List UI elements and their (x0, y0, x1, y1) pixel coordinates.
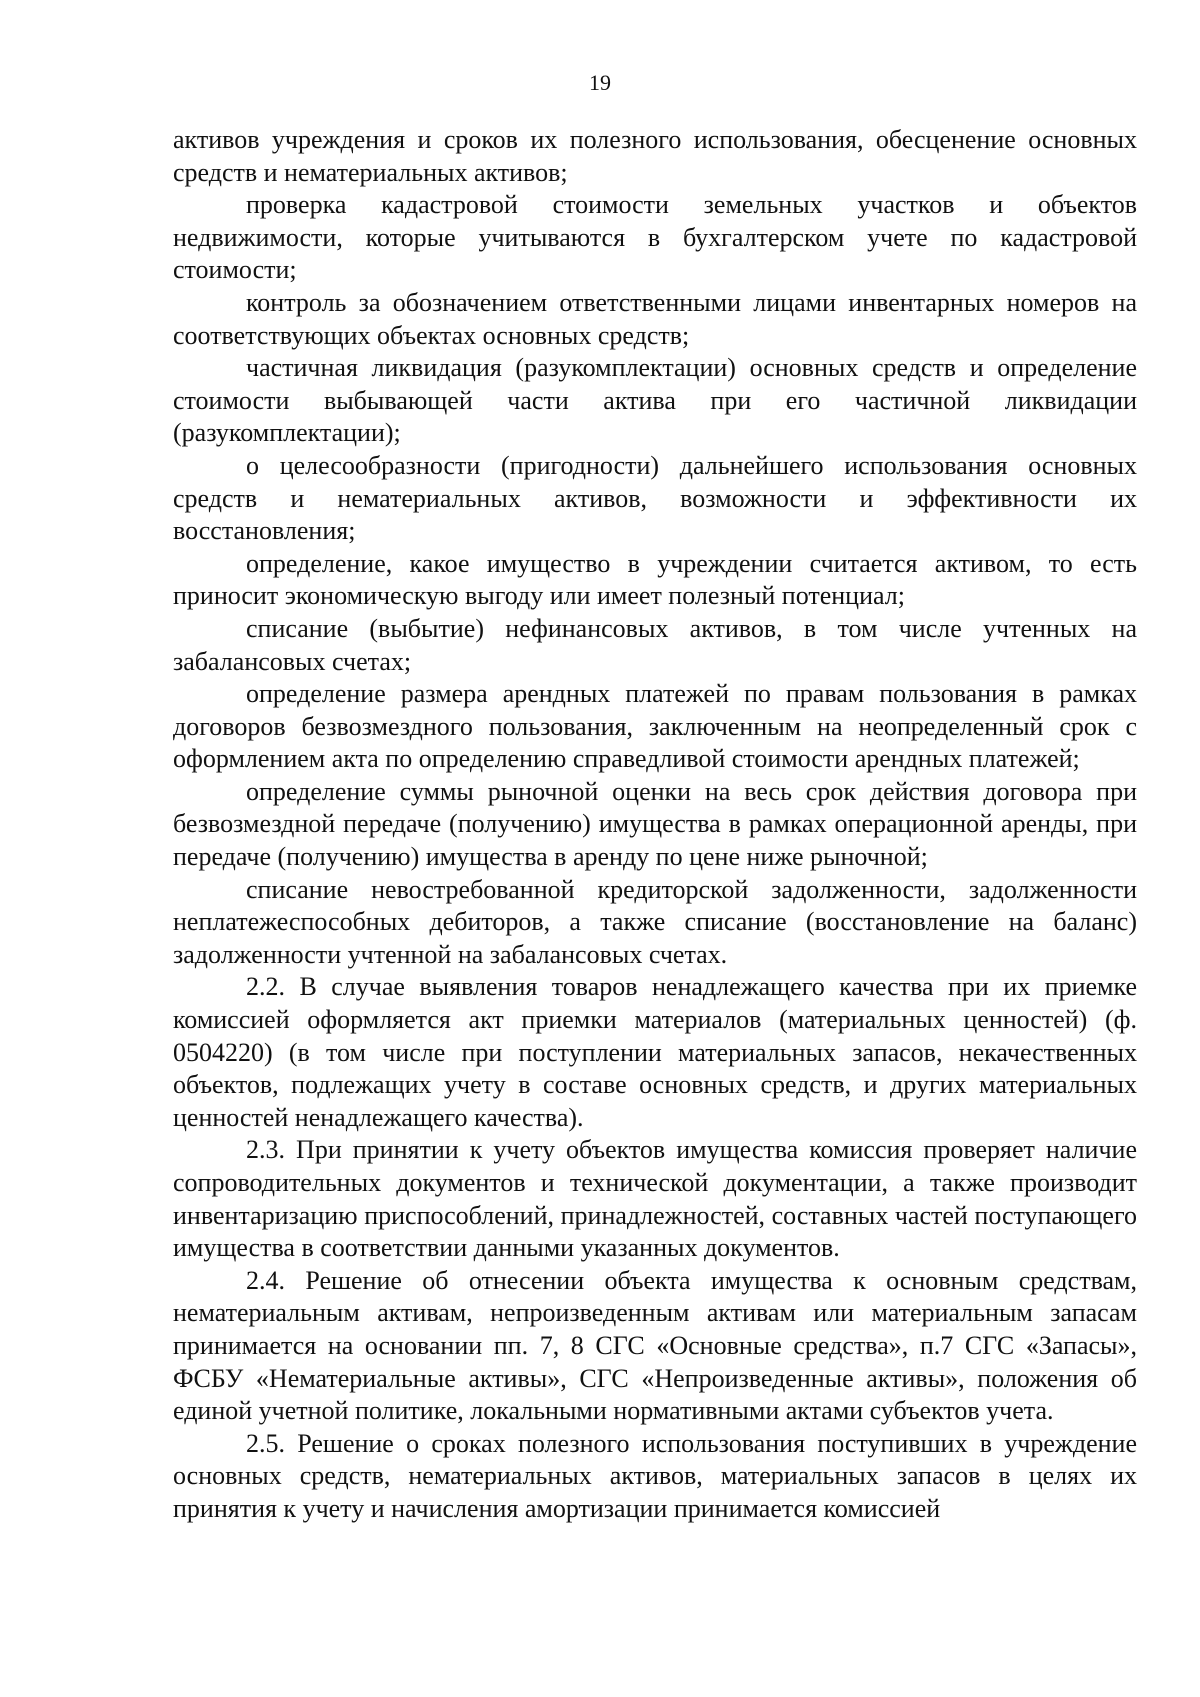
paragraph-market-valuation: определение суммы рыночной оценки на весь срок действия договора при безвозмездной передаче (получению) имущества в рамках операционной аренды, при передаче (получению) имущества в аренду по цене ниже рыночной; (173, 776, 1137, 872)
paragraph-partial-liquidation: частичная ликвидация (разукомплектации) основных средств и определение стоимости выбывающей части актива при его частичной ликвидации (разукомплектации); (173, 353, 1137, 448)
paragraph-lease-payments: определение размера арендных платежей по правам пользования в рамках договоров безвозмездного пользования, заключенным на неопределенный срок с оформлением акта по определению справедливой стоимости арендных платежей; (173, 679, 1137, 774)
paragraph-write-off-assets: списание (выбытие) нефинансовых активов, в том числе учтенных на забалансовых счетах; (173, 613, 1137, 676)
paragraph-continuation: активов учреждения и сроков их полезного использования, обесценение основных средств и нематериальных активов; (173, 125, 1137, 187)
page-number: 19 (589, 70, 611, 95)
paragraph-write-off-debts: списание невостребованной кредиторской задолженности, задолженности неплатежеспособных дебиторов, а также списание (восстановление на баланс) задолженности учтенной на забалансовых счетах. (173, 874, 1137, 969)
paragraph-cadastral-check: проверка кадастровой стоимости земельных участков и объектов недвижимости, которые учитываются в бухгалтерском учете по кадастровой стоимости; (173, 190, 1137, 285)
paragraph-expediency: о целесообразности (пригодности) дальнейшего использования основных средств и нематериальных активов, возможности и эффективности их восстановления; (173, 450, 1137, 546)
paragraph-2-4: 2.4. Решение об отнесении объекта имущества к основным средствам, нематериальным активам, непроизведенным активам или материальным запасам принимается на основании пп. 7, 8 СГС «Основные средства», п.7 СГС «Запасы», ФСБУ «Нематериальные активы», СГС «Непроизведенные активы», положения об единой учетной политике, локальными нормативными актами субъектов учета. (173, 1265, 1137, 1426)
paragraph-2-5: 2.5. Решение о сроках полезного использования поступивших в учреждение основных средств, нематериальных активов, материальных запасов в целях их принятия к учету и начисления амортизации принимается комиссией (173, 1428, 1137, 1523)
paragraph-inventory-numbers: контроль за обозначением ответственными лицами инвентарных номеров на соответствующих объектах основных средств; (173, 287, 1137, 350)
document-body (173, 124, 1137, 1526)
paragraph-2-2: 2.2. В случае выявления товаров ненадлежащего качества при их приемке комиссией оформляется акт приемки материалов (материальных ценностей) (ф. 0504220) (в том числе при поступлении материальных запасов, некачественных объектов, подлежащих учету в составе основных средств, и других материальных ценностей ненадлежащего качества). (173, 972, 1137, 1132)
paragraph-2-3: 2.3. При принятии к учету объектов имущества комиссия проверяет наличие сопроводительных документов и технической документации, а также производит инвентаризацию приспособлений, принадлежностей, составных частей поступающего имущества в соответствии данными указанных документов. (173, 1135, 1137, 1263)
paragraph-asset-definition: определение, какое имущество в учреждении считается активом, то есть приносит экономическую выгоду или имеет полезный потенциал; (173, 548, 1137, 611)
